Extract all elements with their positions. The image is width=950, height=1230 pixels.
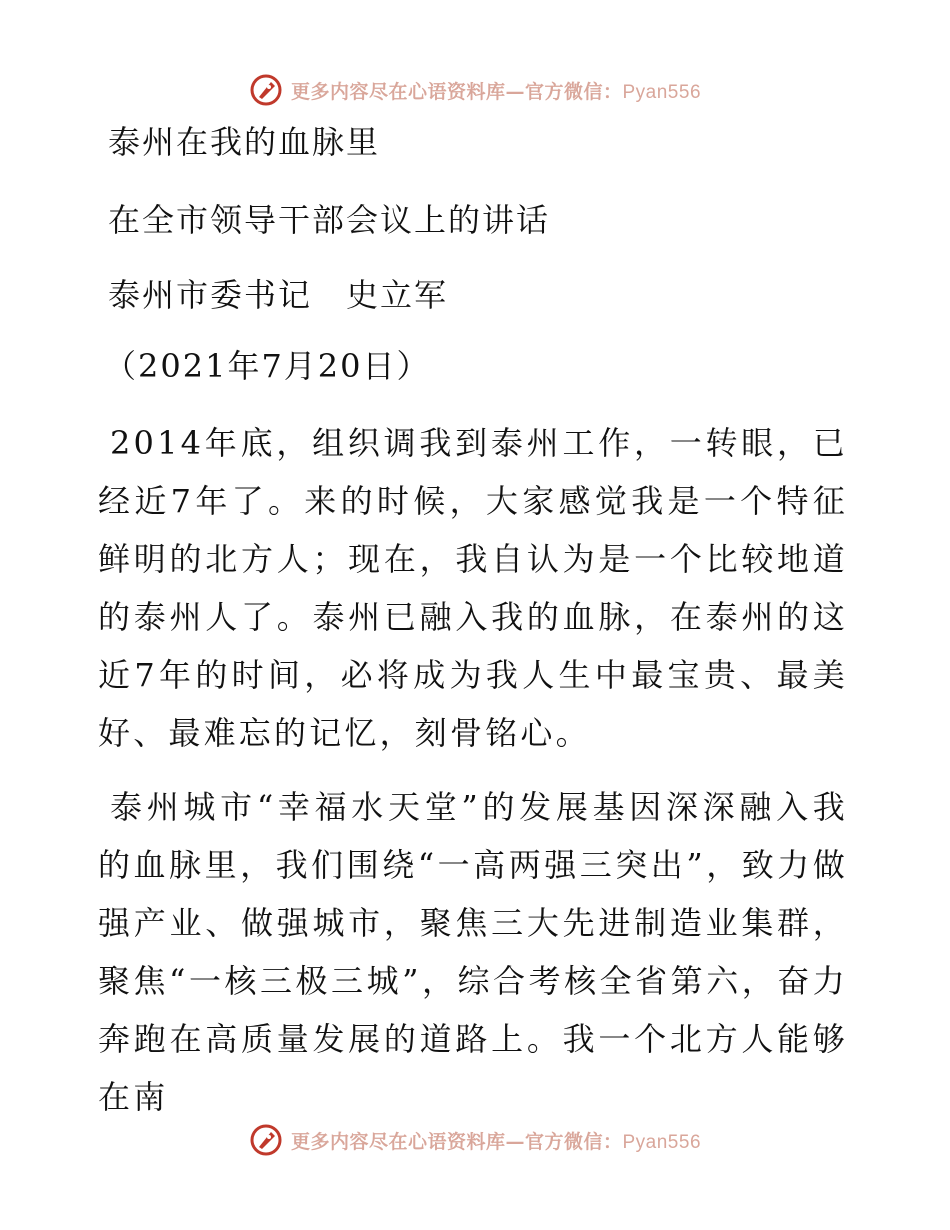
watermark-account: Pyan556	[622, 81, 702, 103]
document-title: 泰州在我的血脉里	[108, 123, 381, 161]
pen-nib-logo-icon	[249, 1123, 283, 1157]
document-author: 泰州市委书记 史立军	[108, 276, 449, 314]
watermark-text: 更多内容尽在心语资料库—官方微信：Pyan556	[290, 80, 702, 103]
watermark-footer	[0, 1118, 950, 1162]
body-paragraph-1: 2014年底，组织调我到泰州工作，一转眼，已经近7年了。来的时候，大家感觉我是一个特征鲜明的北方人；现在，我自认为是一个比较地道的泰州人了。泰州已融入我的血脉，在泰州的这近7年的时间，必将成为我人生中最宝贵、最美好、最难忘的记忆，刻骨铭心。	[98, 424, 848, 752]
pen-nib-logo-icon	[249, 73, 283, 107]
watermark-header	[0, 68, 950, 112]
watermark-text: 更多内容尽在心语资料库—官方微信：Pyan556	[290, 1130, 702, 1153]
document-date: （2021年7月20日）	[104, 347, 431, 385]
watermark-account: Pyan556	[622, 1131, 702, 1153]
document-subtitle: 在全市领导干部会议上的讲话	[108, 201, 551, 239]
body-paragraph-2: 泰州城市“幸福水天堂”的发展基因深深融入我的血脉里，我们围绕“一高两强三突出”，致力做强产业、做强城市，聚焦三大先进制造业集群，聚焦“一核三极三城”，综合考核全省第六，奋力奔跑在高质量发展的道路上。我一个北方人能够在南	[98, 788, 848, 1116]
